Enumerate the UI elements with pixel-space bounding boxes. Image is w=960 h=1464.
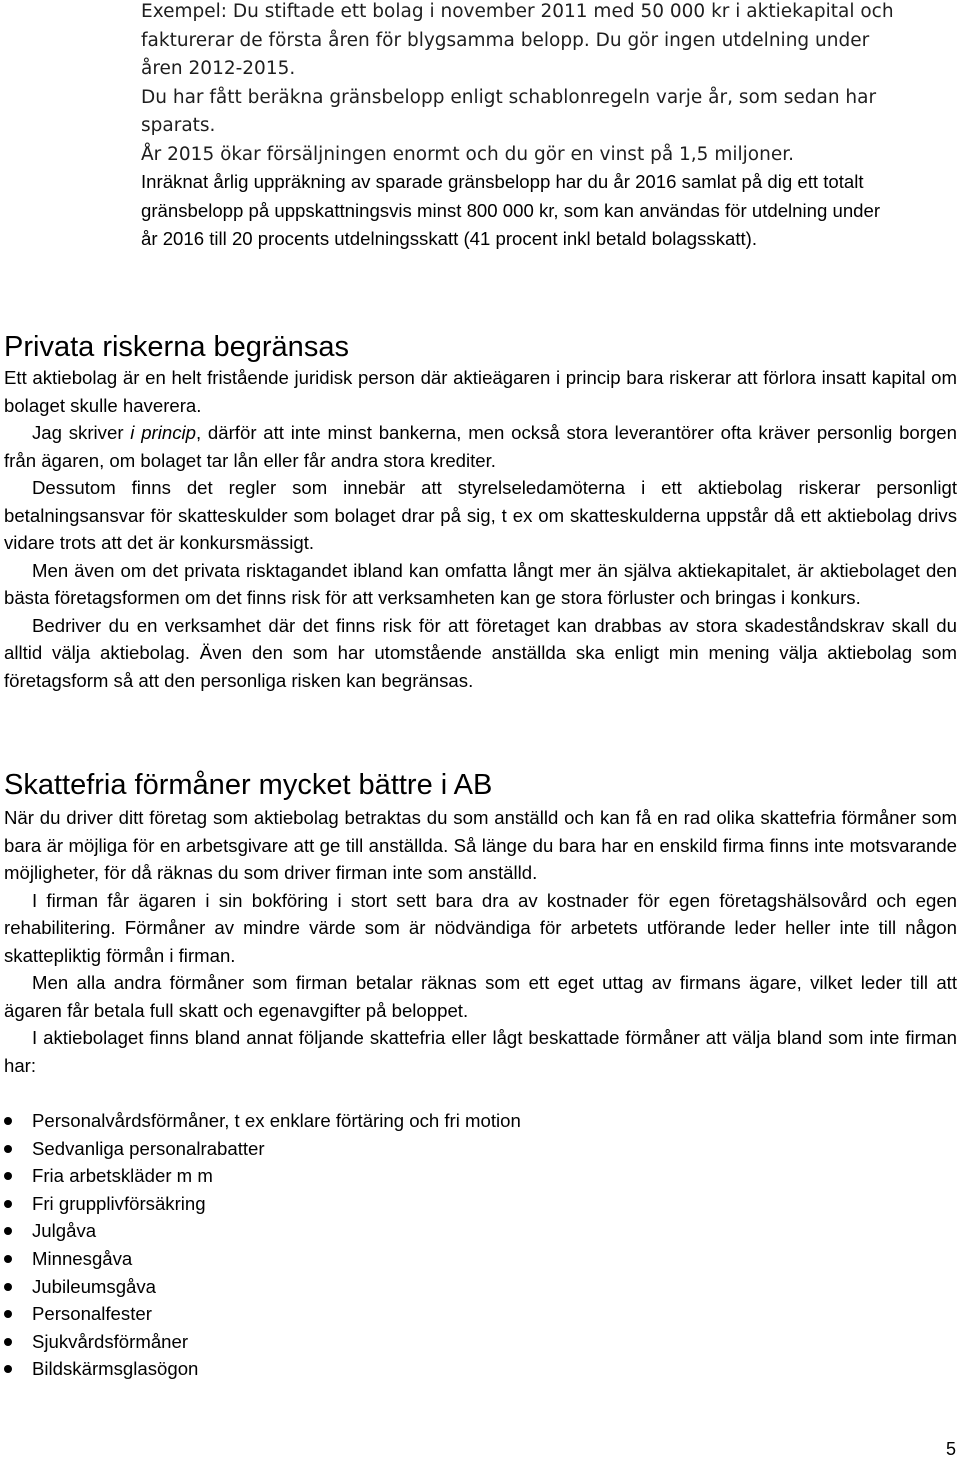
list-item-label: Personalfester [32,1303,152,1325]
list-item [0,1328,521,1356]
benefits-list [0,1107,521,1383]
paragraph: I aktiebolaget finns bland annat följande skattefria eller lågt beskattade förmåner att välja bland som inte firman har: [4,1027,957,1076]
paragraph [4,419,957,474]
list-item [0,1273,521,1301]
example-line: Exempel: Du stiftade ett bolag i november 2011 med 50 000 kr i aktiekapital och fakturerar de första åren för blygsamma belopp. Du gör ingen utdelning under åren 2012-2015. [141,1,894,79]
list-item-label: Sedvanliga personalrabatter [32,1137,265,1159]
list-item-label: Fri grupplivförsäkring [32,1192,206,1214]
list-item [0,1300,521,1328]
example-block [141,0,901,169]
bullet-icon [4,1117,12,1125]
example-line: År 2015 ökar försäljningen enormt och du gör en vinst på 1,5 miljoner. [141,143,794,165]
list-item [0,1355,521,1383]
list-item [0,1245,521,1273]
section-heading-skattefria: Skattefria förmåner mycket bättre i AB [4,769,493,801]
example-calculation [141,168,901,254]
list-item-label: Fria arbetskläder m m [32,1165,213,1187]
list-item [0,1217,521,1245]
list-item [0,1190,521,1218]
bullet-icon [4,1365,12,1373]
bullet-icon [4,1145,12,1153]
paragraph: I firman får ägaren i sin bokföring i stort sett bara dra av kostnader för egen företagshälsovård och egen rehabilitering. Förmåner av mindre värde som är nödvändiga för arbetets utförande leder heller inte till någon skattepliktig förmån i firman. [4,889,957,966]
paragraph-text: Jag skriver [32,422,131,443]
paragraph: Men även om det privata risktagandet ibland kan omfatta långt mer än själva aktiekapitalet, är aktiebolaget den bästa företagsformen om det finns risk för att verksamheten kan ge stora förluster och bringas i konkurs. [4,559,957,608]
paragraph-text: , därför att inte minst bankerna, men också stora leverantörer ofta kräver personlig borgen från ägaren, om bolaget tar lån eller får andra stora krediter. [4,422,957,471]
list-item-label: Bildskärmsglasögon [32,1358,199,1380]
list-item-label: Julgåva [32,1220,97,1242]
paragraph: Men alla andra förmåner som firman betalar räknas som ett eget uttag av firmans ägare, vilket leder till att ägaren får betala full skatt och egenavgifter på beloppet. [4,972,957,1021]
bullet-icon [4,1283,12,1291]
list-item-label: Jubileumsgåva [32,1275,157,1297]
section-privata [4,364,957,694]
paragraph: Ett aktiebolag är en helt fristående juridisk person där aktieägaren i princip bara riskerar att förlora insatt kapital om bolaget skulle haverera. [4,367,957,416]
bullet-icon [4,1200,12,1208]
section-skattefria [4,804,957,1079]
list-item-label: Minnesgåva [32,1247,133,1269]
calculation-text: Inräknat årlig uppräkning av sparade gränsbelopp har du år 2016 samlat på dig ett totalt gränsbelopp på uppskattningsvis minst 800 000 kr, som kan användas för utdelning under år 2016 till 20 procents utdelningsskatt (41 procent inkl betald bolagsskatt). [141,171,881,249]
list-item [0,1162,521,1190]
bullet-icon [4,1310,12,1318]
list-item [0,1135,521,1163]
list-item-label: Sjukvårdsförmåner [32,1330,189,1352]
paragraph: När du driver ditt företag som aktiebolag betraktas du som anställd och kan få en rad olika skattefria förmåner som bara är möjliga för en arbetsgivare att ge till anställda. Så länge du bara har en enskild firma finns inte motsvarande möjligheter, för då räknas du som driver firman inte som anställd. [4,807,957,883]
bullet-icon [4,1227,12,1235]
paragraph: Dessutom finns det regler som innebär att styrelseledamöterna i ett aktiebolag riskerar personligt betalningsansvar för skatteskulder som bolaget drar på sig, t ex om skatteskulderna uppstår då ett aktiebolag drivs vidare trots att det är konkursmässigt. [4,477,957,553]
emphasis-text: i princip [130,422,196,443]
paragraph: Bedriver du en verksamhet där det finns risk för att företaget kan drabbas av stora skadeståndskrav skall du alltid välja aktiebolag. Även den som har utomstående anställda ska enligt min mening välja aktiebolag som företagsform så att den personliga risken kan begränsas. [4,614,957,691]
bullet-icon [4,1338,12,1346]
page-number: 5 [945,1439,956,1459]
section-heading-privata: Privata riskerna begränsas [4,331,349,363]
list-item [0,1107,521,1135]
bullet-icon [4,1172,12,1180]
list-item-label: Personalvårdsförmåner, t ex enklare förtäring och fri motion [32,1110,521,1131]
bullet-icon [4,1255,12,1263]
example-line: Du har fått beräkna gränsbelopp enligt schablonregeln varje år, som sedan har sparats. [141,86,877,136]
